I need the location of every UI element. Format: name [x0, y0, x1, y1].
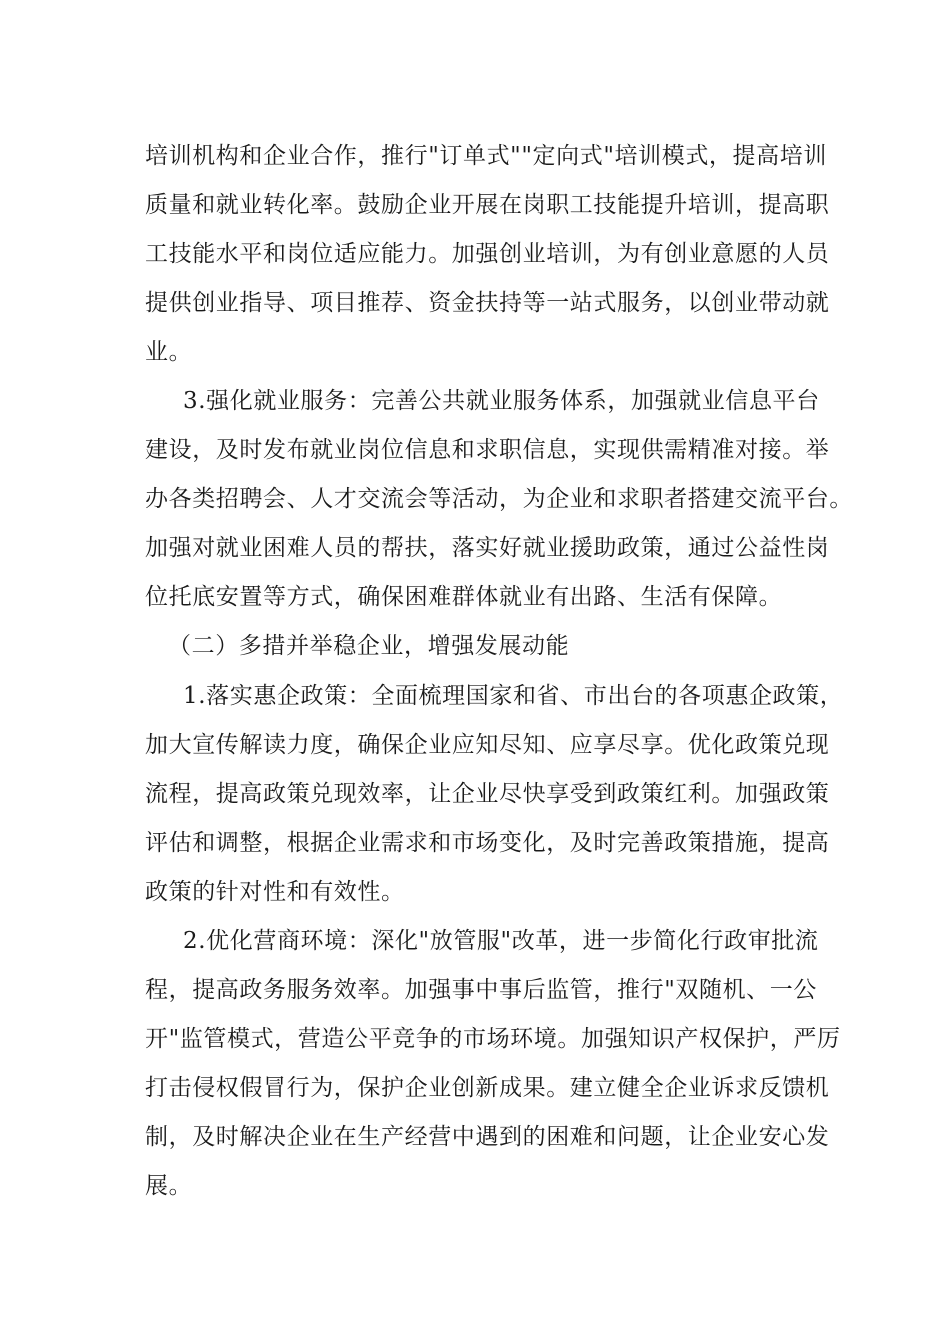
section-heading: （二）多措并举稳企业，增强发展动能	[168, 633, 570, 659]
text-line: 2.优化营商环境：深化"放管服"改革，进一步简化行政审批流	[183, 928, 819, 954]
text-line: 打击侵权假冒行为，保护企业创新成果。建立健全企业诉求反馈机	[145, 1075, 830, 1101]
text-line: 程，提高政务服务效率。加强事中事后监管，推行"双随机、一公	[145, 977, 817, 1003]
text-line: 3.强化就业服务：完善公共就业服务体系，加强就业信息平台	[183, 388, 820, 414]
text-line: 政策的针对性和有效性。	[145, 879, 405, 905]
text-line: 1.落实惠企政策：全面梳理国家和省、市出台的各项惠企政策，	[183, 683, 844, 709]
text-line: 评估和调整，根据企业需求和市场变化，及时完善政策措施，提高	[145, 830, 830, 856]
text-line: 培训机构和企业合作，推行"订单式""定向式"培训模式，提高培训	[145, 143, 827, 169]
text-line: 展。	[145, 1173, 193, 1199]
text-line: 质量和就业转化率。鼓励企业开展在岗职工技能提升培训，提高职	[145, 192, 830, 218]
text-line: 加强对就业困难人员的帮扶，落实好就业援助政策，通过公益性岗	[145, 535, 830, 561]
text-line: 流程，提高政策兑现效率，让企业尽快享受到政策红利。加强政策	[145, 781, 830, 807]
text-line: 业。	[145, 339, 193, 365]
text-line: 开"监管模式，营造公平竞争的市场环境。加强知识产权保护，严厉	[145, 1026, 841, 1052]
text-line: 建设，及时发布就业岗位信息和求职信息，实现供需精准对接。举	[145, 437, 830, 463]
text-line: 工技能水平和岗位适应能力。加强创业培训，为有创业意愿的人员	[145, 241, 830, 267]
text-line: 提供创业指导、项目推荐、资金扶持等一站式服务，以创业带动就	[145, 290, 830, 316]
text-line: 制，及时解决企业在生产经营中遇到的困难和问题，让企业安心发	[145, 1124, 830, 1150]
text-line: 加大宣传解读力度，确保企业应知尽知、应享尽享。优化政策兑现	[145, 732, 830, 758]
text-line: 办各类招聘会、人才交流会等活动，为企业和求职者搭建交流平台。	[145, 486, 853, 512]
text-line: 位托底安置等方式，确保困难群体就业有出路、生活有保障。	[145, 584, 783, 610]
